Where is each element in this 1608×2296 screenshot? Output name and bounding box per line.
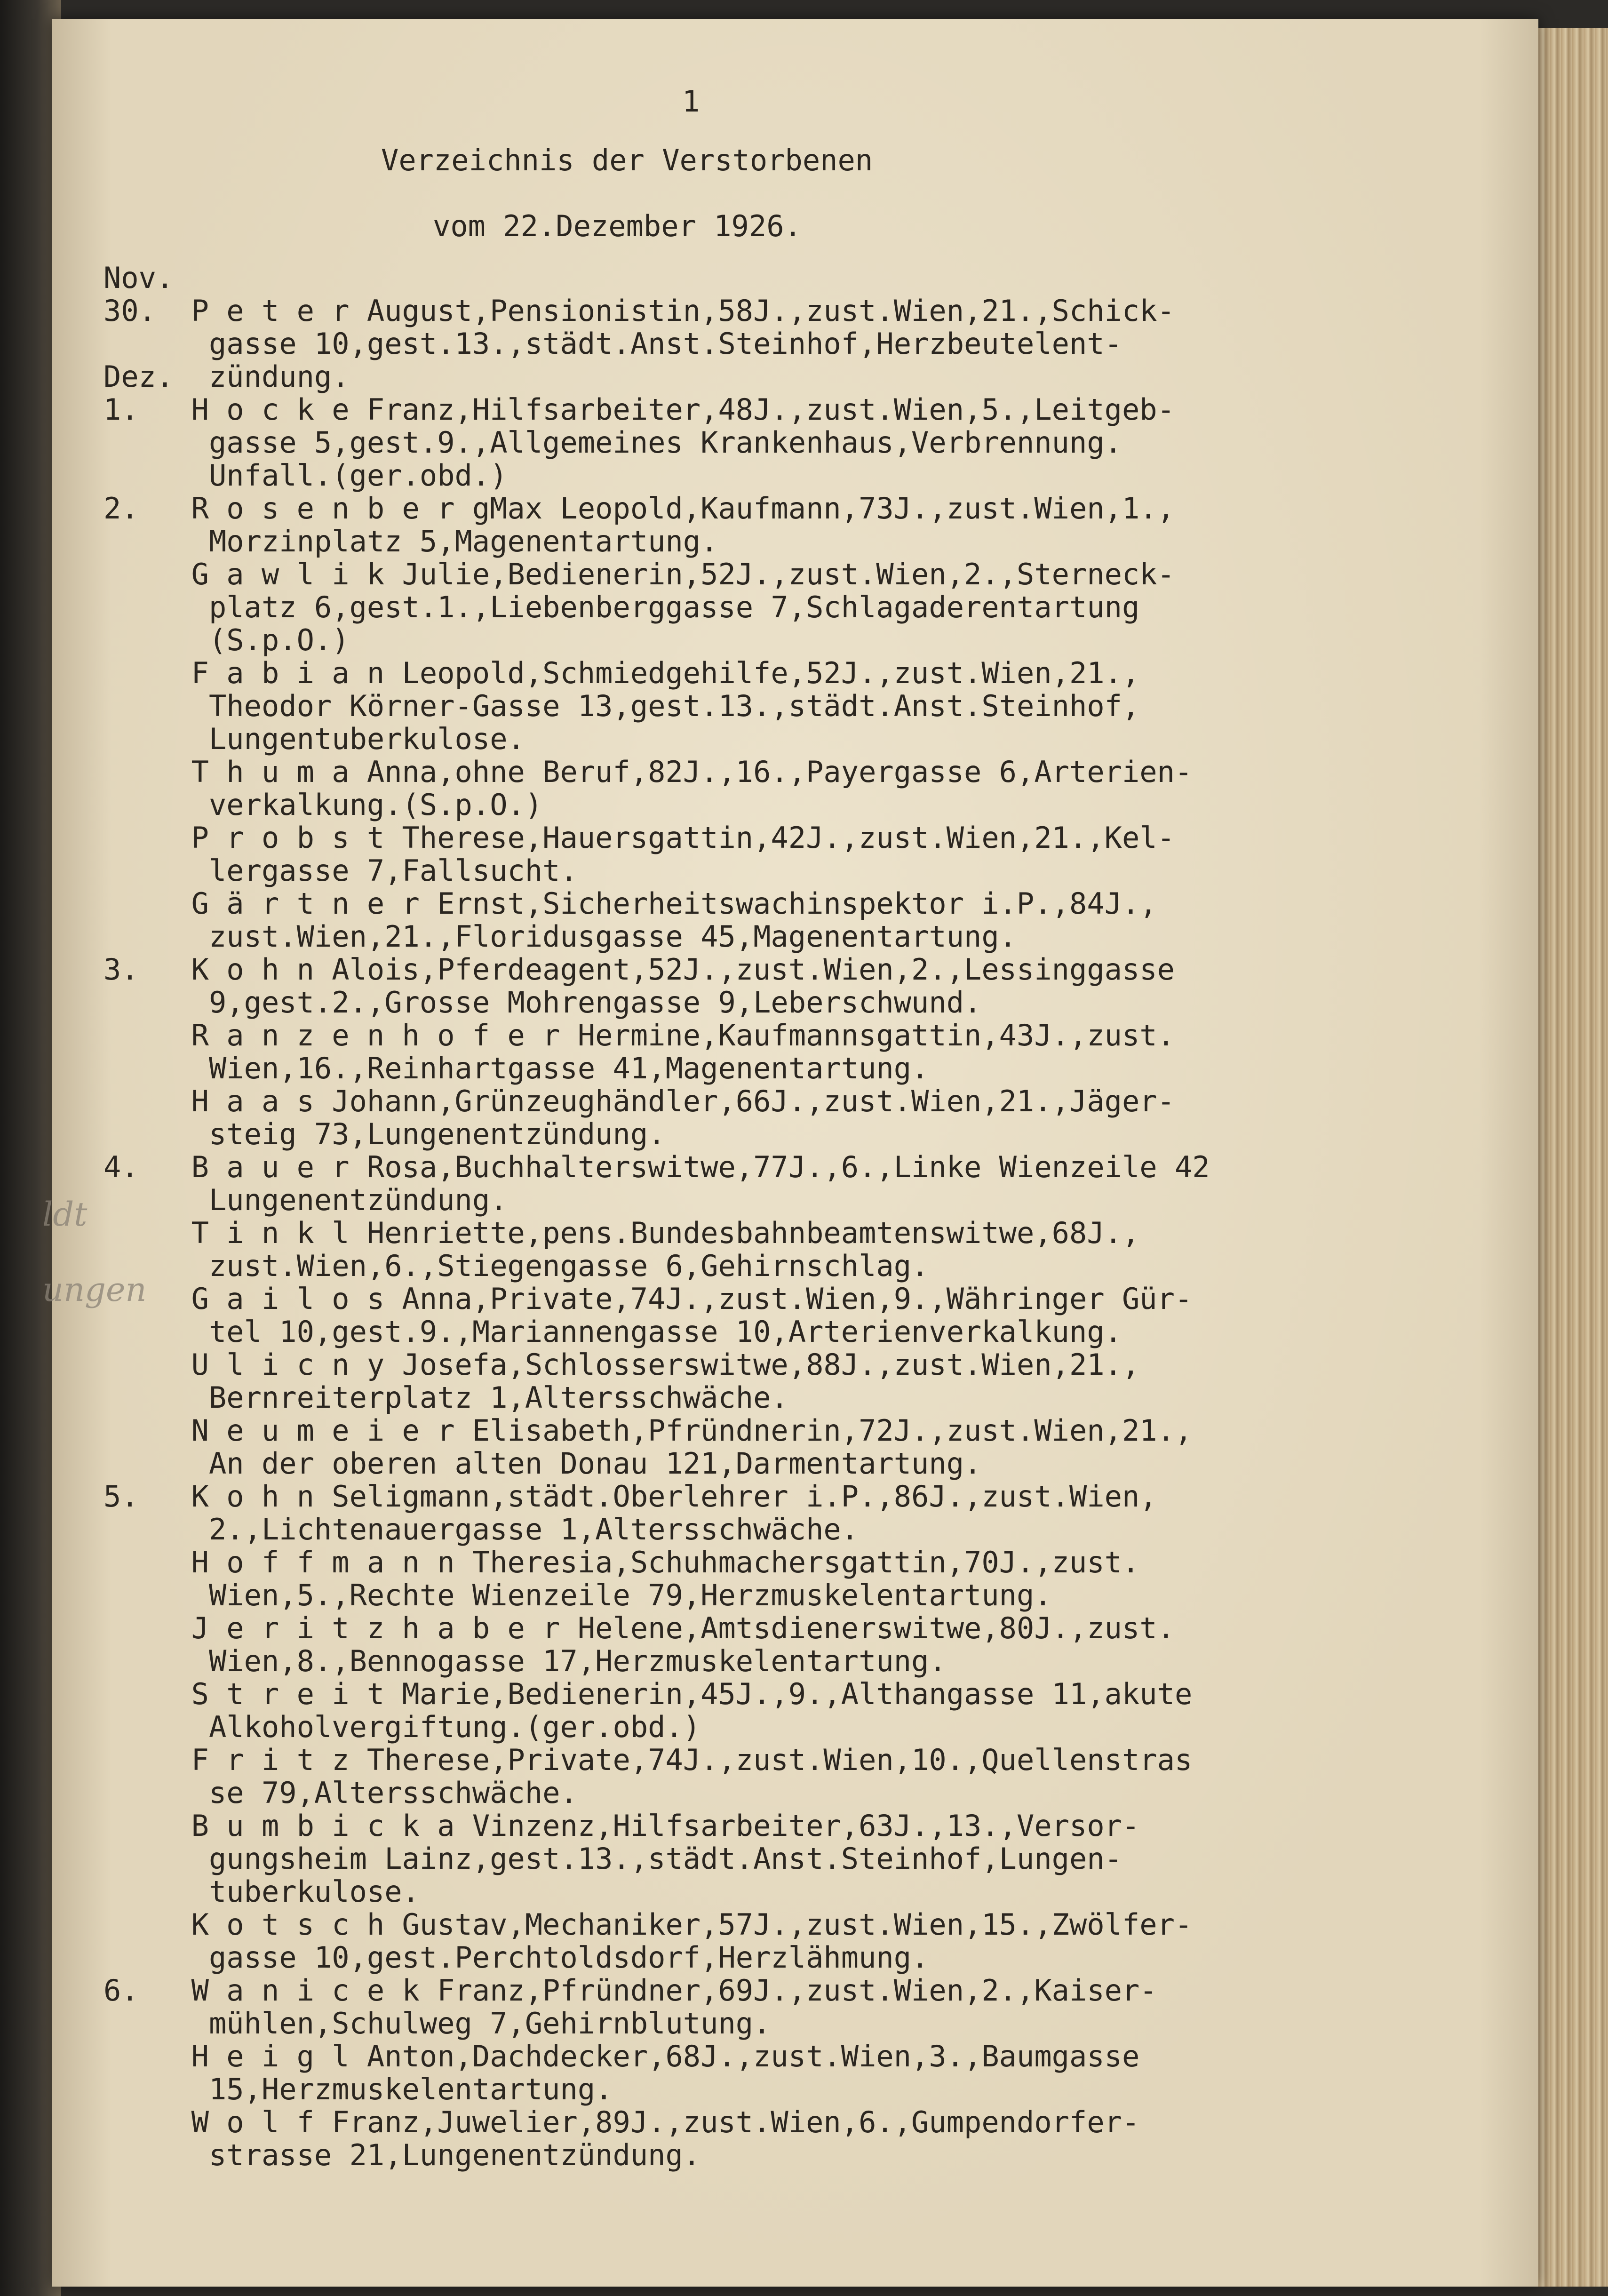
register-line: tel 10,gest.9.,Mariannengasse 10,Arterienverkalkung.: [103, 1315, 1122, 1349]
register-line: (S.p.O.): [103, 623, 350, 657]
register-line: F a b i a n Leopold,Schmiedgehilfe,52J.,zust.Wien,21.,: [103, 656, 1140, 690]
register-line: G ä r t n e r Ernst,Sicherheitswachinspektor i.P.,84J.,: [103, 886, 1157, 921]
register-line: gungsheim Lainz,gest.13.,städt.Anst.Steinhof,Lungen-: [103, 1842, 1122, 1876]
register-line: lergasse 7,Fallsucht.: [103, 853, 578, 888]
marginal-note-1: ldt: [42, 1195, 88, 1234]
register-line: B u m b i c k a Vinzenz,Hilfsarbeiter,63J.,13.,Versor-: [103, 1809, 1140, 1843]
register-line: Bernreiterplatz 1,Altersschwäche.: [103, 1380, 788, 1415]
register-line: platz 6,gest.1.,Liebenberggasse 7,Schlagaderentartung: [103, 590, 1140, 624]
register-line: 4. B a u e r Rosa,Buchhalterswitwe,77J.,6.,Linke Wienzeile 42: [103, 1150, 1210, 1184]
register-line: J e r i t z h a b e r Helene,Amtsdienerswitwe,80J.,zust.: [103, 1611, 1175, 1645]
register-line: Nov.: [103, 261, 174, 295]
register-line: gasse 10,gest.13.,städt.Anst.Steinhof,Herzbeutelent-: [103, 327, 1122, 361]
register-line: U l i c n y Josefa,Schlosserswitwe,88J.,zust.Wien,21.,: [103, 1347, 1140, 1382]
register-line: H o f f m a n n Theresia,Schuhmachersgattin,70J.,zust.: [103, 1545, 1140, 1579]
register-line: Lungentuberkulose.: [103, 722, 525, 756]
register-line: R a n z e n h o f e r Hermine,Kaufmannsgattin,43J.,zust.: [103, 1018, 1175, 1052]
register-line: 2.,Lichtenauergasse 1,Altersschwäche.: [103, 1512, 859, 1547]
document-title: Verzeichnis der Verstorbenen: [381, 143, 873, 177]
register-line: F r i t z Therese,Private,74J.,zust.Wien,10.,Quellenstras: [103, 1743, 1193, 1777]
document-page: [42, 19, 1538, 2287]
register-line: Alkoholvergiftung.(ger.obd.): [103, 1710, 701, 1744]
register-line: 6. W a n i c e k Franz,Pfründner,69J.,zust.Wien,2.,Kaiser-: [103, 1973, 1157, 2008]
register-line: verkalkung.(S.p.O.): [103, 788, 543, 822]
register-line: zust.Wien,21.,Floridusgasse 45,Magenentartung.: [103, 919, 1017, 954]
register-line: H a a s Johann,Grünzeughändler,66J.,zust.Wien,21.,Jäger-: [103, 1084, 1175, 1118]
document-subtitle: vom 22.Dezember 1926.: [433, 209, 802, 243]
register-line: Unfall.(ger.obd.): [103, 458, 508, 493]
register-line: 1. H o c k e Franz,Hilfsarbeiter,48J.,zust.Wien,5.,Leitgeb-: [103, 392, 1175, 427]
register-line: gasse 5,gest.9.,Allgemeines Krankenhaus,Verbrennung.: [103, 425, 1122, 460]
register-line: Wien,16.,Reinhartgasse 41,Magenentartung.: [103, 1051, 929, 1085]
register-line: W o l f Franz,Juwelier,89J.,zust.Wien,6.,Gumpendorfer-: [103, 2105, 1140, 2139]
register-line: N e u m e i e r Elisabeth,Pfründnerin,72J.,zust.Wien,21.,: [103, 1413, 1193, 1448]
register-line: Lungenentzündung.: [103, 1183, 508, 1217]
register-line: 30. P e t e r August,Pensionistin,58J.,zust.Wien,21.,Schick-: [103, 294, 1175, 328]
register-line: se 79,Altersschwäche.: [103, 1776, 578, 1810]
register-line: K o t s c h Gustav,Mechaniker,57J.,zust.Wien,15.,Zwölfer-: [103, 1907, 1193, 1942]
register-line: H e i g l Anton,Dachdecker,68J.,zust.Wien,3.,Baumgasse: [103, 2039, 1140, 2073]
register-line: T h u m a Anna,ohne Beruf,82J.,16.,Payergasse 6,Arterien-: [103, 755, 1193, 789]
marginal-note-2: ungen: [42, 1270, 147, 1309]
register-line: An der oberen alten Donau 121,Darmentartung.: [103, 1446, 982, 1481]
register-line: 2. R o s e n b e r gMax Leopold,Kaufmann,73J.,zust.Wien,1.,: [103, 491, 1175, 526]
register-line: Wien,8.,Bennogasse 17,Herzmuskelentartung.: [103, 1644, 947, 1678]
register-line: gasse 10,gest.Perchtoldsdorf,Herzlähmung.: [103, 1940, 929, 1975]
register-line: zust.Wien,6.,Stiegengasse 6,Gehirnschlag.: [103, 1249, 929, 1283]
register-line: Theodor Körner-Gasse 13,gest.13.,städt.Anst.Steinhof,: [103, 689, 1140, 723]
register-line: P r o b s t Therese,Hauersgattin,42J.,zust.Wien,21.,Kel-: [103, 821, 1175, 855]
register-line: Morzinplatz 5,Magenentartung.: [103, 524, 718, 558]
register-line: 15,Herzmuskelentartung.: [103, 2072, 613, 2106]
register-line: steig 73,Lungenentzündung.: [103, 1117, 666, 1151]
register-line: G a i l o s Anna,Private,74J.,zust.Wien,9.,Währinger Gür-: [103, 1282, 1193, 1316]
page-edges: [1538, 28, 1608, 2287]
register-line: 9,gest.2.,Grosse Mohrengasse 9,Leberschwund.: [103, 985, 982, 1020]
register-line: G a w l i k Julie,Bedienerin,52J.,zust.Wien,2.,Sterneck-: [103, 557, 1175, 591]
register-line: mühlen,Schulweg 7,Gehirnblutung.: [103, 2006, 771, 2041]
register-line: Dez. zündung.: [103, 359, 350, 394]
register-line: tuberkulose.: [103, 1874, 420, 1909]
register-line: T i n k l Henriette,pens.Bundesbahnbeamtenswitwe,68J.,: [103, 1216, 1140, 1250]
register-line: strasse 21,Lungenentzündung.: [103, 2138, 701, 2172]
page-number: 1: [682, 84, 700, 119]
register-line: 5. K o h n Seligmann,städt.Oberlehrer i.P.,86J.,zust.Wien,: [103, 1479, 1157, 1514]
register-line: 3. K o h n Alois,Pferdeagent,52J.,zust.Wien,2.,Lessinggasse: [103, 952, 1175, 987]
register-line: Wien,5.,Rechte Wienzeile 79,Herzmuskelentartung.: [103, 1578, 1052, 1612]
register-line: S t r e i t Marie,Bedienerin,45J.,9.,Althangasse 11,akute: [103, 1677, 1193, 1711]
